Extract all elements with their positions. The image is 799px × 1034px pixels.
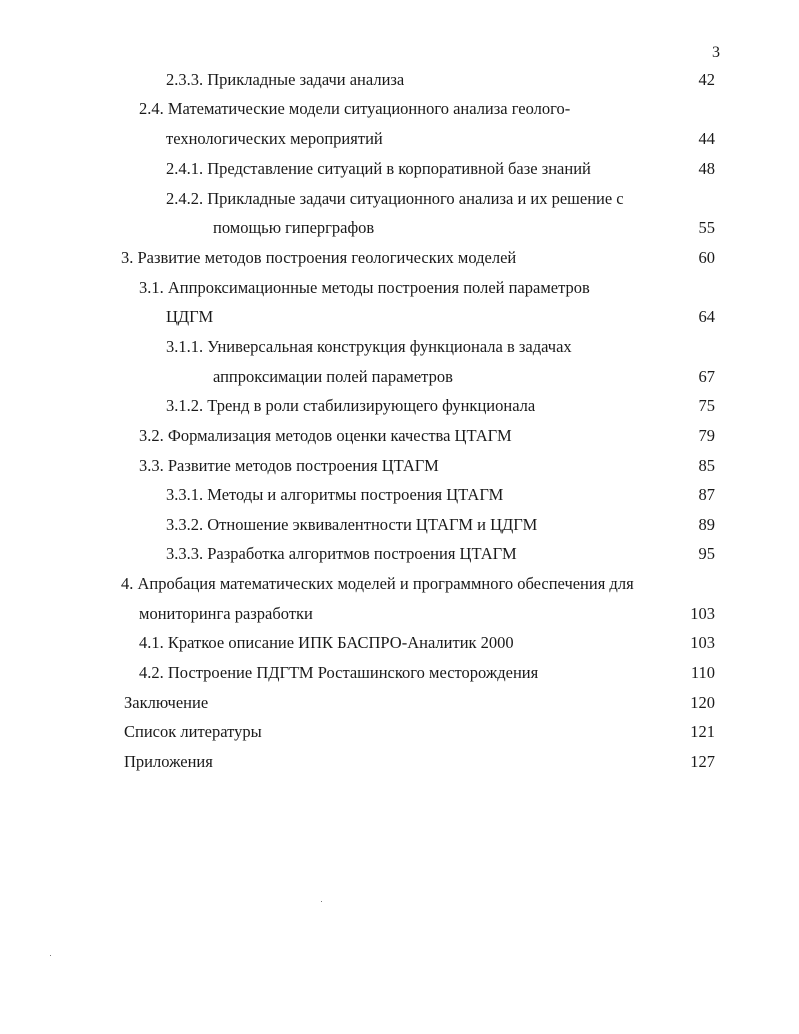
toc-entry-appendices-title: Приложения (124, 752, 213, 771)
toc-entry-2-3-3-title: 2.3.3. Прикладные задачи анализа (166, 70, 405, 89)
toc-entry-4-1-title: 4.1. Краткое описание ИПК БАСПРО-Аналитик 2000 (139, 633, 514, 652)
toc-entry-4-2-page: 110 (690, 663, 715, 682)
toc-entry-2-4-title-line1: 2.4. Математические модели ситуационного анализа геолого- (139, 99, 571, 118)
toc-entry-3-3-3-title: 3.3.3. Разработка алгоритмов построения ЦТАГМ (166, 544, 517, 563)
toc-entry-conclusion-title: Заключение (124, 693, 209, 712)
toc-entry-3-3-2-title: 3.3.2. Отношение эквивалентности ЦТАГМ и ЦДГМ (166, 515, 538, 534)
toc-entry-2-4-2-title-line1: 2.4.2. Прикладные задачи ситуационного анализа и их решение с (166, 189, 624, 208)
toc-entry-3-1-title-line2: ЦДГМ (166, 307, 214, 326)
toc-entry-3-3-title: 3.3. Развитие методов построения ЦТАГМ (139, 456, 439, 475)
toc-entry-3-3-page: 85 (698, 456, 715, 475)
toc-entry-conclusion-page: 120 (690, 693, 715, 712)
toc-entry-appendices-page: 127 (690, 752, 715, 771)
toc-entry-4-page: 103 (690, 604, 715, 623)
toc-entry-2-3-3-page: 42 (698, 70, 715, 89)
toc-entry-4-1-page: 103 (690, 633, 715, 652)
toc-entry-3-3-1-page: 87 (698, 485, 715, 504)
toc-entry-2-4-page: 44 (698, 129, 715, 148)
scan-speck (321, 901, 322, 902)
toc-entry-3-2-title: 3.2. Формализация методов оценки качества ЦТАГМ (139, 426, 512, 445)
toc-entry-references-title: Список литературы (124, 722, 262, 741)
toc-entry-references-page: 121 (690, 722, 715, 741)
toc-entry-3-1-title-line1: 3.1. Аппроксимационные методы построения полей параметров (139, 278, 590, 297)
toc-entry-4-title-line2: мониторинга разработки (139, 604, 313, 623)
toc-entry-3-3-2-page: 89 (698, 515, 715, 534)
toc-entry-2-4-1-page: 48 (698, 159, 715, 178)
toc-entry-3-1-page: 64 (698, 307, 715, 326)
toc-entry-3-1-2-page: 75 (698, 396, 715, 415)
toc-entry-3-1-1-title-line1: 3.1.1. Универсальная конструкция функционала в задачах (166, 337, 572, 356)
toc-entry-2-4-2-title-line2: помощью гиперграфов (213, 218, 375, 237)
toc-entry-2-4-title-line2: технологических мероприятий (166, 129, 383, 148)
page-number: 3 (712, 44, 720, 61)
toc-entry-2-4-1-title: 2.4.1. Представление ситуаций в корпоративной базе знаний (166, 159, 591, 178)
toc-entry-3-3-3-page: 95 (698, 544, 715, 563)
toc-entry-3-1-1-page: 67 (698, 367, 715, 386)
toc-entry-2-4-2-page: 55 (698, 218, 715, 237)
toc-entry-3-1-1-title-line2: аппроксимации полей параметров (213, 367, 453, 386)
toc-entry-4-2-title: 4.2. Построение ПДГТМ Росташинского месторождения (139, 663, 539, 682)
scan-speck (50, 955, 51, 956)
toc-entry-3-2-page: 79 (698, 426, 715, 445)
toc-entry-3-1-2-title: 3.1.2. Тренд в роли стабилизирующего функционала (166, 396, 536, 415)
toc-entry-4-title-line1: 4. Апробация математических моделей и программного обеспечения для (121, 574, 634, 593)
toc-entry-3-page: 60 (698, 248, 715, 267)
toc-entry-3-3-1-title: 3.3.1. Методы и алгоритмы построения ЦТАГМ (166, 485, 504, 504)
toc-entry-3-title: 3. Развитие методов построения геологических моделей (121, 248, 517, 267)
